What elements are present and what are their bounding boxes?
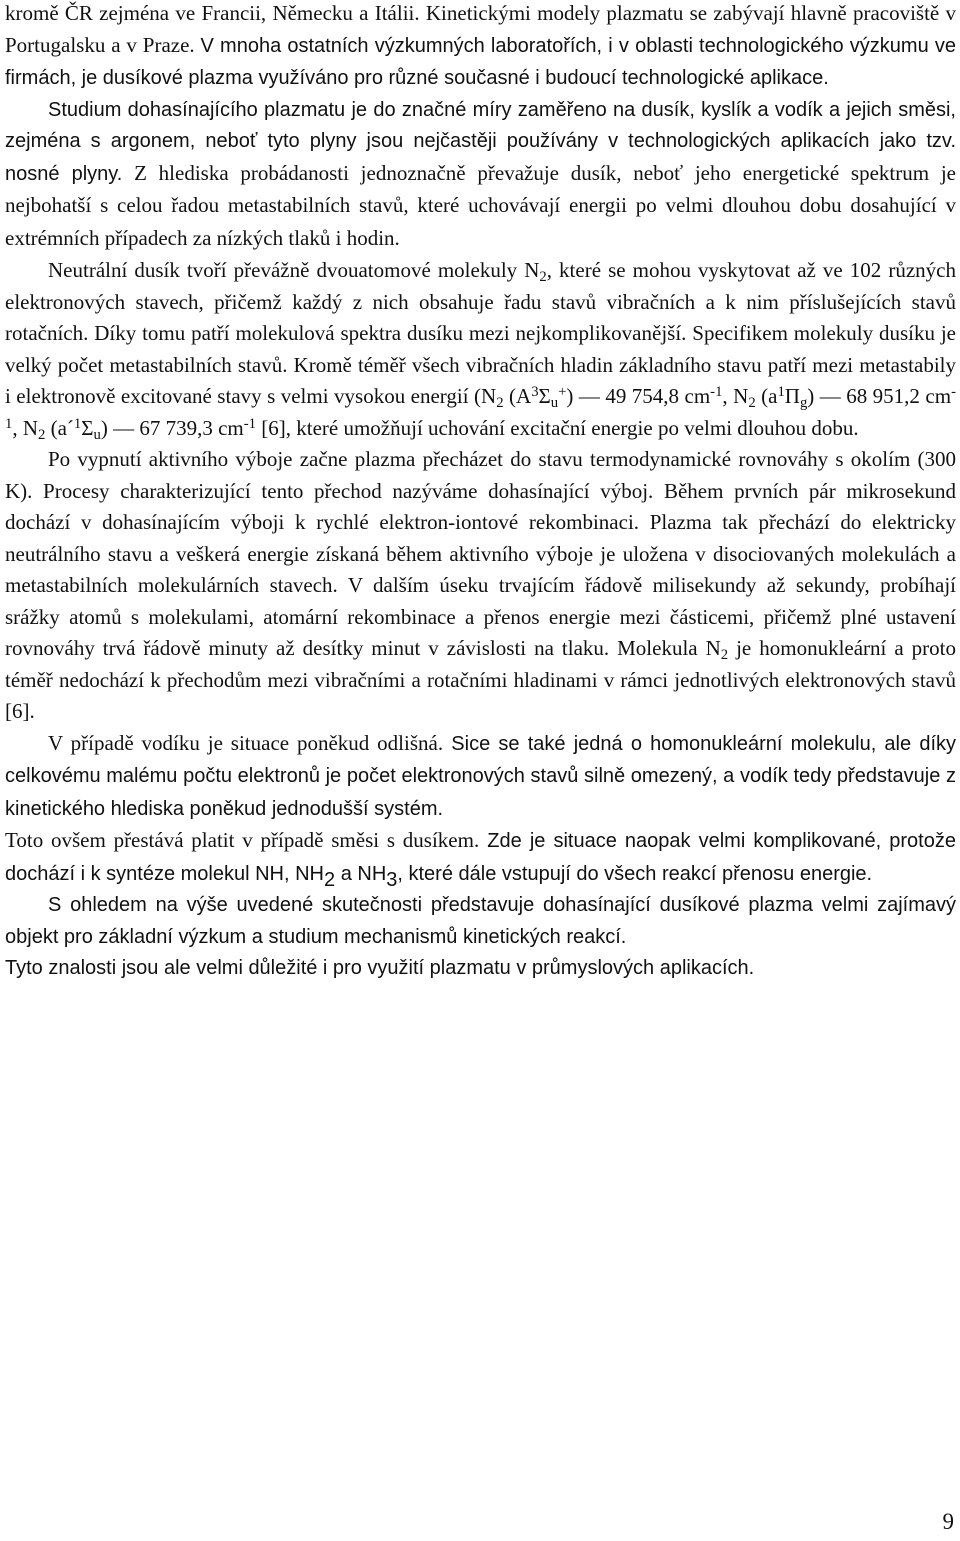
state1-multiplicity: 3 xyxy=(531,384,539,401)
paragraph-1-serif-text: kromě ČR zejména ve Francii, Německu a Itálii. Kinetickými modely plazmatu se zabývají hlavně pracoviště v Portugalsku a v Praze. xyxy=(5,1,956,57)
state2-energy: ) — 68 951,2 cm xyxy=(807,384,952,408)
state2-label: (a xyxy=(755,384,778,408)
state1-label: (A xyxy=(503,384,532,408)
paragraph-8-text: Tyto znalosti jsou ale velmi důležité i pro využití plazmatu v průmyslových aplikacích. xyxy=(5,957,755,979)
state3-prefix: , N xyxy=(12,415,39,440)
paragraph-1-sans-text: V mnoha ostatních výzkumných laboratořích, i v oblasti technologického výzkumu ve firmách, je dusíkové plazma využíváno pro různé současné i budoucí technologické aplikace. xyxy=(5,34,956,89)
paragraph-3-intro: Neutrální dusík tvoří převážně dvouatomové molekuly N xyxy=(48,258,540,282)
paragraph-4-body: Po vypnutí aktivního výboje začne plazma přecházet do stavu termodynamické rovnováhy s okolím (300 K). Procesy charakterizující tento přechod nazýváme dohasínající výboj. Během prvních pár mikrosekund dochází v dohasínajícím výboji k rychlé elektron-iontové rekombinaci. Plazma tak přechází do elektricky neutrálního stavu a veškerá energie získaná během aktivního výboje je uložena v disociovaných molekulách a metastabilních molekulárních stavech. V dalším úseku trvajícím řádově milisekundy až sekundy, probíhají srážky atomů s molekulami, atomární rekombinace a přenos energie mezi částicemi, přičemž plné ustavení rovnováhy trvá řádově minuty až desítky minut v závislosti na tlaku. Molekula N xyxy=(5,447,956,660)
state3-multiplicity: 1 xyxy=(73,415,82,432)
paragraph-6-body: Zde je situace naopak velmi komplikované, protože dochází i k syntéze molekul NH, NH xyxy=(5,830,956,885)
state1-unit-exponent: -1 xyxy=(710,384,723,401)
state3-parity: u xyxy=(93,426,101,443)
paragraph-3-tail: [6], které umožňují uchování excitační energie po velmi dlouhou dobu. xyxy=(256,415,859,440)
paragraph-4-n2-subscript: 2 xyxy=(720,647,729,664)
state3-n2-subscript: 2 xyxy=(38,426,46,443)
nh3-subscript: 3 xyxy=(386,868,398,891)
paragraph-4 xyxy=(5,444,956,728)
page-number: 9 xyxy=(942,1509,954,1534)
state3-energy: ) — 67 739,3 cm xyxy=(100,415,244,440)
state2-multiplicity: 1 xyxy=(777,384,785,401)
paragraph-2 xyxy=(5,95,956,256)
state2-parity: g xyxy=(799,395,808,412)
state1-energy: ) — 49 754,8 cm xyxy=(566,384,711,408)
nh2-subscript: 2 xyxy=(324,868,336,891)
paragraph-3 xyxy=(5,255,956,444)
paragraph-1 xyxy=(5,0,956,95)
state3-label: (a´ xyxy=(45,415,74,440)
paragraph-6-tail: , které dále vstupují do všech reakcí přenosu energie. xyxy=(397,862,873,885)
state2-prefix: , N xyxy=(722,384,749,408)
state3-symbol: Σ xyxy=(81,415,94,440)
state3-unit-exponent: -1 xyxy=(243,415,256,432)
paragraph-6 xyxy=(5,825,956,890)
paragraph-5-lead: V případě vodíku je situace poněkud odlišná. xyxy=(48,730,444,755)
paragraph-5 xyxy=(5,728,956,826)
paragraph-7-text: S ohledem na výše uvedené skutečnosti představuje dohasínající dusíkové plazma velmi zajímavý objekt pro základní výzkum a studium mechanismů kinetických reakcí. xyxy=(5,894,956,948)
document-page xyxy=(5,0,956,985)
state2-n2-subscript: 2 xyxy=(748,395,756,412)
state1-reflection: + xyxy=(558,384,567,401)
paragraph-5-sans-text: Sice se také jedná o homonukleární molekulu, ale díky celkovému malému počtu elektronů je počet elektronových stavů silně omezený, a vodík tedy představuje z kinetického hlediska poněkud jednodušší systém. xyxy=(5,732,956,820)
paragraph-7 xyxy=(5,890,956,953)
paragraph-6-and: a NH xyxy=(335,862,387,885)
state2-symbol: Π xyxy=(784,384,800,408)
state1-symbol: Σ xyxy=(538,384,551,408)
paragraph-2-serif-text: Z hlediska probádanosti jednoznačně převažuje dusík, neboť jeho energetické spektrum je nejbohatší s celou řadou metastabilních stavů, které uchovávají energii po velmi dlouhou dobu dosahující v extrémních případech za nízkých tlaků i hodin. xyxy=(5,160,956,250)
state2-unit-exponent: -1 xyxy=(5,384,956,432)
paragraph-8 xyxy=(5,953,956,985)
paragraph-2-sans-text: Studium dohasínajícího plazmatu je do značné míry zaměřeno na dusík, kyslík a vodík a jejich směsi, zejména s argonem, neboť tyto plyny jsou nejčastěji používány v technologických aplikacích jako tzv. nosné plyny. xyxy=(5,98,956,185)
state1-n2-subscript: 2 xyxy=(496,395,504,412)
paragraph-3-body: , které se mohou vyskytovat až ve 102 různých elektronových stavech, přičemž každý z nich obsahuje řadu stavů vibračních a k nim příslušejících stavů rotačních. Díky tomu patří molekulová spektra dusíku mezi nejkomplikovanější. Specifikem molekuly dusíku je velký počet metastabilních stavů. Kromě téměř všech vibračních hladin základního stavu patří mezi metastabily i elektronově excitované stavy s velmi vysokou energií (N xyxy=(5,258,956,408)
paragraph-6-lead: Toto ovšem přestává platit v případě směsi s dusíkem. xyxy=(5,828,480,852)
n2-subscript: 2 xyxy=(539,269,547,286)
state1-parity: u xyxy=(550,395,559,412)
paragraph-4-tail: je homonukleární a proto téměř nedochází k přechodům mezi vibračními a rotačními hladinami v rámci jednotlivých elektronových stavů [6]. xyxy=(5,636,956,723)
